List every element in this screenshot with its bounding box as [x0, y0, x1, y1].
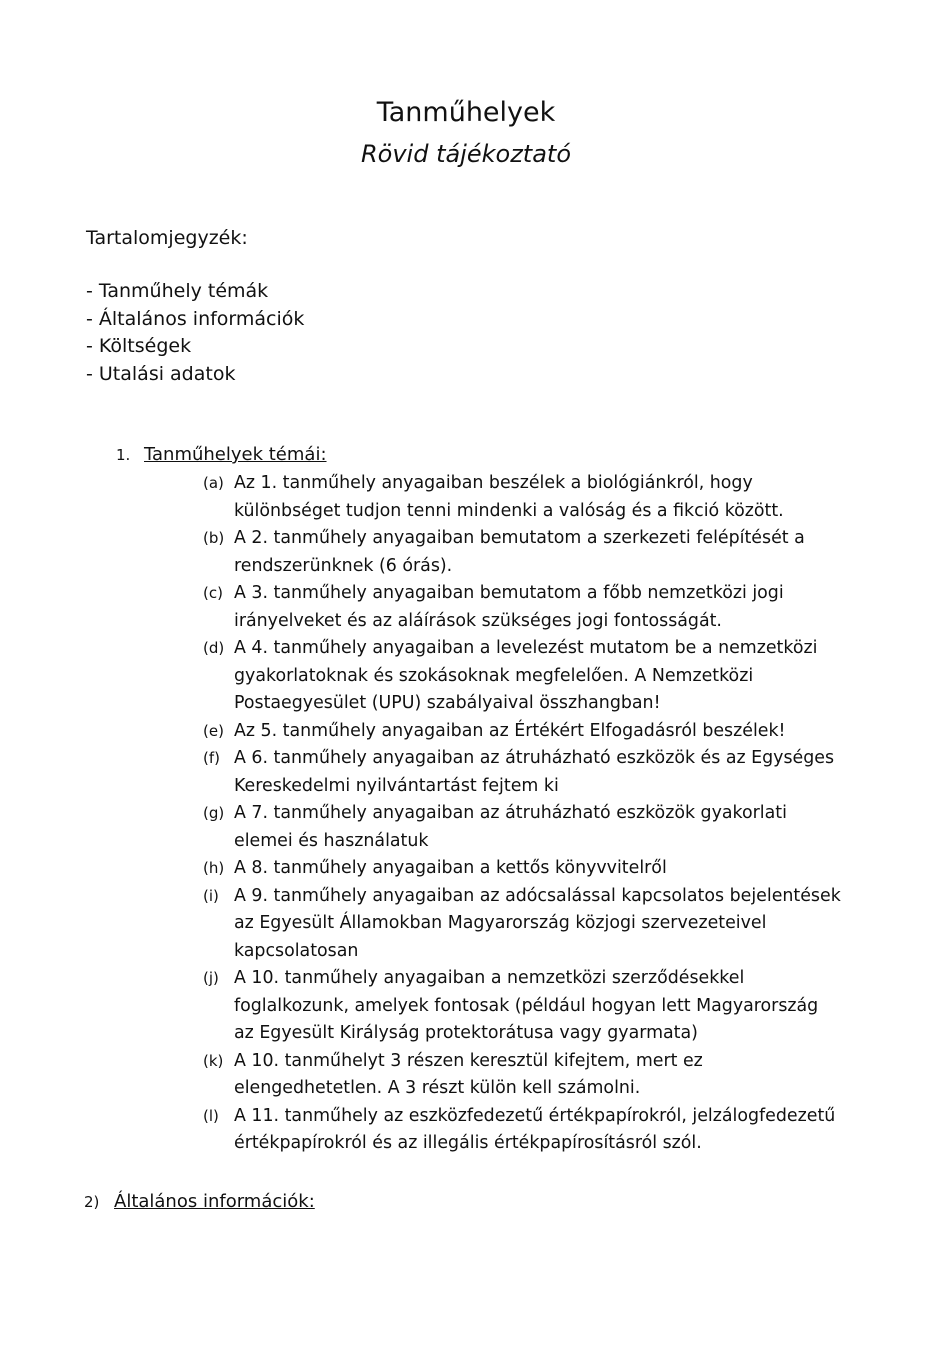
list-item: [203, 800, 843, 855]
list-item: [203, 580, 843, 635]
document-title: Tanműhelyek: [376, 97, 556, 128]
list-item: [203, 855, 843, 883]
section-2-title: Általános információk:: [114, 1191, 315, 1212]
list-item-text: A 10. tanműhely anyagaiban a nemzetközi szerződésekkel foglalkozunk, amelyek fontosak (például hogyan lett Magyarország az Egyesült Királyság protektorátusa vagy gyarmata): [234, 968, 819, 1043]
list-marker: (j): [203, 969, 219, 987]
list-item-text: A 9. tanműhely anyagaiban az adócsalással kapcsolatos bejelentések az Egyesült Államokban Magyarország közjogi szervezeteivel kapcsolatosan: [234, 885, 841, 961]
list-item-text: Az 5. tanműhely anyagaiban az Értékért Elfogadásról beszélek!: [234, 720, 786, 741]
toc-item: - Általános információk: [86, 307, 305, 330]
list-item: [203, 965, 843, 1048]
list-item-text: A 8. tanműhely anyagaiban a kettős könyvvitelről: [234, 858, 667, 878]
section-1-heading: [116, 442, 327, 468]
list-marker: (b): [203, 529, 225, 547]
list-marker: (k): [203, 1051, 224, 1070]
list-item-text: A 2. tanműhely anyagaiban bemutatom a szerkezeti felépítését a rendszerünknek (6 órás).: [234, 528, 805, 576]
list-item: [203, 1103, 843, 1158]
list-item: [203, 1048, 843, 1103]
list-marker: (i): [203, 886, 219, 905]
list-marker: (h): [203, 859, 225, 877]
section-1-title: Tanműhelyek témái:: [144, 444, 327, 465]
list-marker: (d): [203, 639, 225, 657]
list-marker: (c): [203, 584, 223, 602]
list-item: [203, 745, 843, 800]
list-item: [203, 635, 843, 718]
toc-item: - Tanműhely témák: [86, 280, 269, 302]
list-marker: (e): [203, 721, 224, 740]
list-marker: (f): [203, 749, 220, 767]
list-marker: (l): [203, 1106, 219, 1125]
toc-heading: Tartalomjegyzék:: [86, 227, 248, 249]
list-item-text: A 10. tanműhelyt 3 részen keresztül kifejtem, mert ez elengedhetetlen. A 3 részt külön kell számolni.: [234, 1050, 703, 1098]
workshop-topic-list: [203, 470, 843, 1158]
list-item: [203, 525, 843, 580]
list-item: [203, 470, 843, 525]
list-marker: (g): [203, 804, 225, 822]
list-marker: (a): [203, 474, 224, 492]
list-item-text: A 4. tanműhely anyagaiban a levelezést mutatom be a nemzetközi gyakorlatoknak és szokásoknak megfelelően. A Nemzetközi Postaegyesület (UPU) szabályaival összhangban!: [234, 638, 818, 713]
list-item-text: A 7. tanműhely anyagaiban az átruházható eszközök gyakorlati elemei és használatuk: [234, 803, 787, 851]
list-item-text: A 3. tanműhely anyagaiban bemutatom a főbb nemzetközi jogi irányelveket és az aláírások szükséges jogi fontosságát.: [234, 583, 784, 631]
list-item: [203, 718, 843, 746]
section-2-heading: [84, 1189, 315, 1215]
list-item-text: A 6. tanműhely anyagaiban az átruházható eszközök és az Egységes Kereskedelmi nyilvántartást fejtem ki: [234, 748, 835, 796]
toc-item: - Költségek: [86, 335, 192, 357]
toc-list: [86, 278, 304, 388]
list-item-text: Az 1. tanműhely anyagaiban beszélek a biológiánkról, hogy különbséget tudjon tenni mindenki a valóság és a fikció között.: [234, 473, 784, 521]
list-item-text: A 11. tanműhely az eszközfedezetű értékpapírokról, jelzálogfedezetű értékpapírokról és az illegális értékpapírosításról szól.: [234, 1105, 836, 1153]
section-2-number: 2): [84, 1193, 100, 1211]
section-1-number: 1.: [116, 446, 131, 464]
list-item: [203, 883, 843, 966]
document-subtitle: Rövid tájékoztató: [360, 140, 572, 168]
toc-item: - Utalási adatok: [86, 362, 236, 385]
